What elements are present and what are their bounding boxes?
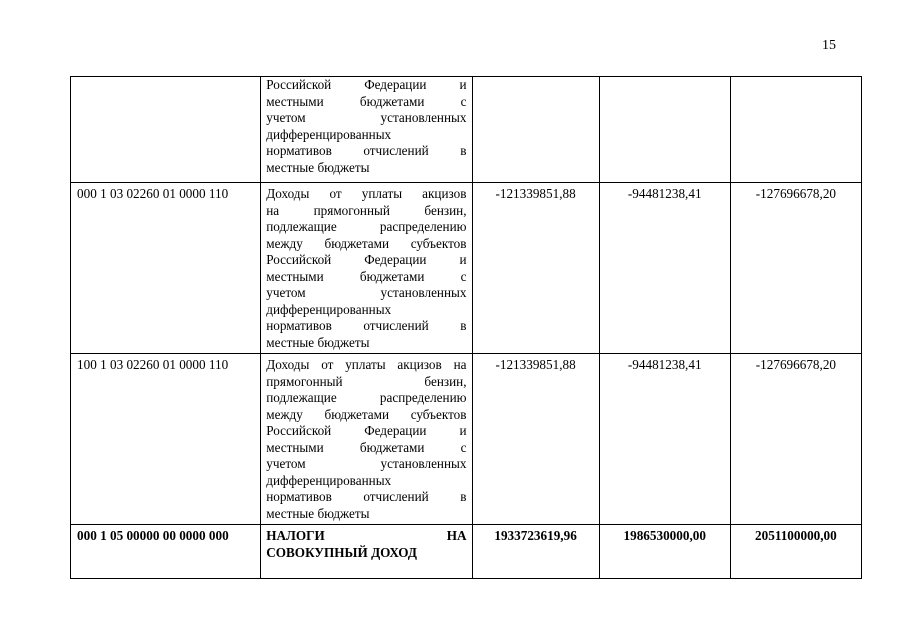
name-cell: [261, 525, 472, 579]
name-line: дифференцированных: [266, 126, 392, 142]
value-cell-3: 2051100000,00: [730, 525, 861, 579]
name-line: Доходы от уплаты акцизов на: [266, 357, 467, 372]
table-row: [71, 525, 862, 579]
name-line: Российской Федерации и: [266, 252, 467, 267]
name-line: местные бюджеты: [266, 505, 370, 521]
name-line: местными бюджетами с: [266, 439, 467, 455]
code-cell: 100 1 03 02260 01 0000 110: [71, 354, 261, 525]
name-line: подлежащие распределению: [266, 390, 467, 405]
code-cell: 000 1 03 02260 01 0000 110: [71, 183, 261, 354]
name-line: прямогонный бензин,: [266, 373, 467, 389]
name-line: подлежащие распределению: [266, 219, 467, 234]
name-line: СОВОКУПНЫЙ ДОХОД: [266, 544, 417, 560]
value-cell-3: -127696678,20: [730, 354, 861, 525]
name-line: Доходы от уплаты акцизов: [266, 186, 467, 201]
value-cell-1: [472, 77, 599, 183]
table-row: [71, 354, 862, 525]
name-line: учетом установленных: [266, 110, 467, 125]
budget-table: [70, 76, 862, 579]
code-cell: 000 1 05 00000 00 0000 000: [71, 525, 261, 579]
value-cell-2: -94481238,41: [599, 183, 730, 354]
value-cell-2: 1986530000,00: [599, 525, 730, 579]
name-cell: [261, 354, 472, 525]
value-cell-1: -121339851,88: [472, 354, 599, 525]
name-line: между бюджетами субъектов: [266, 406, 467, 422]
name-line: НАЛОГИ НА: [266, 528, 467, 543]
name-line: дифференцированных: [266, 472, 392, 488]
name-line: нормативов отчислений в: [266, 143, 467, 158]
page-number: 15: [822, 38, 836, 53]
name-line: дифференцированных: [266, 301, 392, 317]
value-cell-2: [599, 77, 730, 183]
value-cell-3: [730, 77, 861, 183]
value-cell-1: -121339851,88: [472, 183, 599, 354]
name-line: местными бюджетами с: [266, 93, 467, 109]
value-cell-3: -127696678,20: [730, 183, 861, 354]
code-cell: [71, 77, 261, 183]
table-row: [71, 77, 862, 183]
name-line: на прямогонный бензин,: [266, 202, 467, 218]
name-line: местными бюджетами с: [266, 268, 467, 284]
name-cell: [261, 183, 472, 354]
table-row: [71, 183, 862, 354]
name-line: нормативов отчислений в: [266, 489, 467, 504]
name-line: учетом установленных: [266, 456, 467, 471]
name-line: учетом установленных: [266, 285, 467, 300]
name-line: Российской Федерации и: [266, 423, 467, 438]
name-line: местные бюджеты: [266, 159, 370, 175]
name-line: нормативов отчислений в: [266, 318, 467, 333]
name-line: местные бюджеты: [266, 334, 370, 350]
value-cell-2: -94481238,41: [599, 354, 730, 525]
value-cell-1: 1933723619,96: [472, 525, 599, 579]
name-line: Российской Федерации и: [266, 77, 467, 92]
name-line: между бюджетами субъектов: [266, 235, 467, 251]
name-cell: [261, 77, 472, 183]
